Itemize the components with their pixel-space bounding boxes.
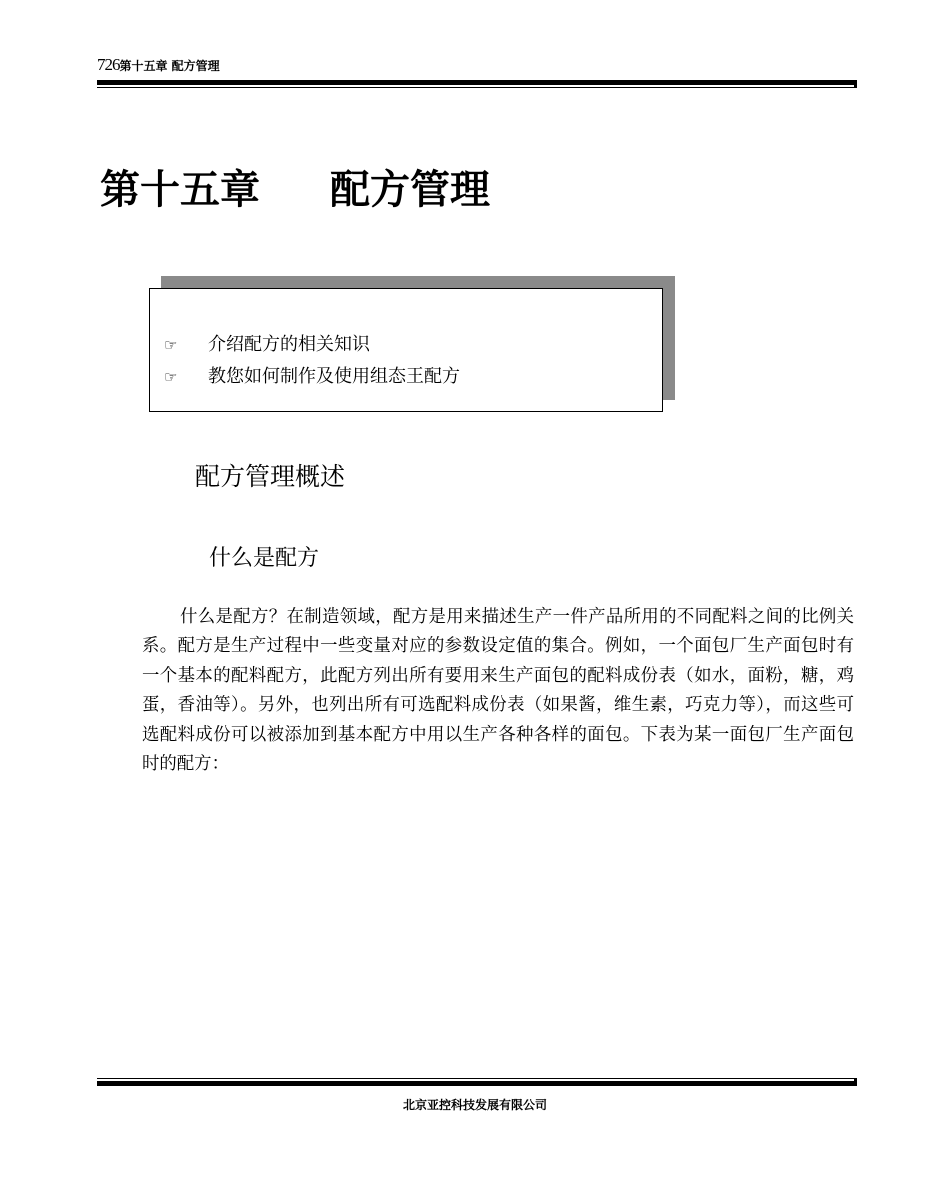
chapter-number: 第十五章 [100,167,260,213]
page-number: 726 [97,55,120,74]
footer-company: 北京亚控科技发展有限公司 [402,1098,547,1112]
pointing-hand-icon: ☞ [164,336,178,354]
pointing-hand-icon: ☞ [164,368,178,386]
footer-rule-end [854,1078,857,1086]
objective-text: 介绍配方的相关知识 [208,334,370,355]
footer-rule-thin [97,1078,857,1079]
chapter-name: 配方管理 [330,167,490,213]
section-heading: 配方管理概述 [195,462,346,491]
header-rule-thin [97,87,857,88]
header-rule-thick [97,80,857,85]
footer-rule-thick [97,1081,857,1086]
header-rule-end [854,80,857,88]
body-paragraph: 什么是配方？在制造领域，配方是用来描述生产一件产品所用的不同配料之间的比例关系。配方是生产过程中一些变量对应的参数设定值的集合。例如，一个面包厂生产面包时有一个基本的配料配方，此配方列出所有要用来生产面包的配料成份表（如水，面粉，糖，鸡蛋，香油等）。另外，也列出所有可选配料成份表（如果酱，维生素，巧克力等），而这些可选配料成份可以被添加到基本配方中用以生产各种各样的面包。下表为某一面包厂生产面包时的配方： [142,607,854,775]
list-item [164,329,460,361]
objectives-list [164,329,460,393]
running-header [97,56,220,75]
objectives-box [149,288,663,412]
running-title: 第十五章 配方管理 [119,59,220,73]
list-item [164,361,460,393]
subsection-heading: 什么是配方 [209,546,320,571]
chapter-title [100,162,490,218]
objective-text: 教您如何制作及使用组态王配方 [208,366,460,387]
